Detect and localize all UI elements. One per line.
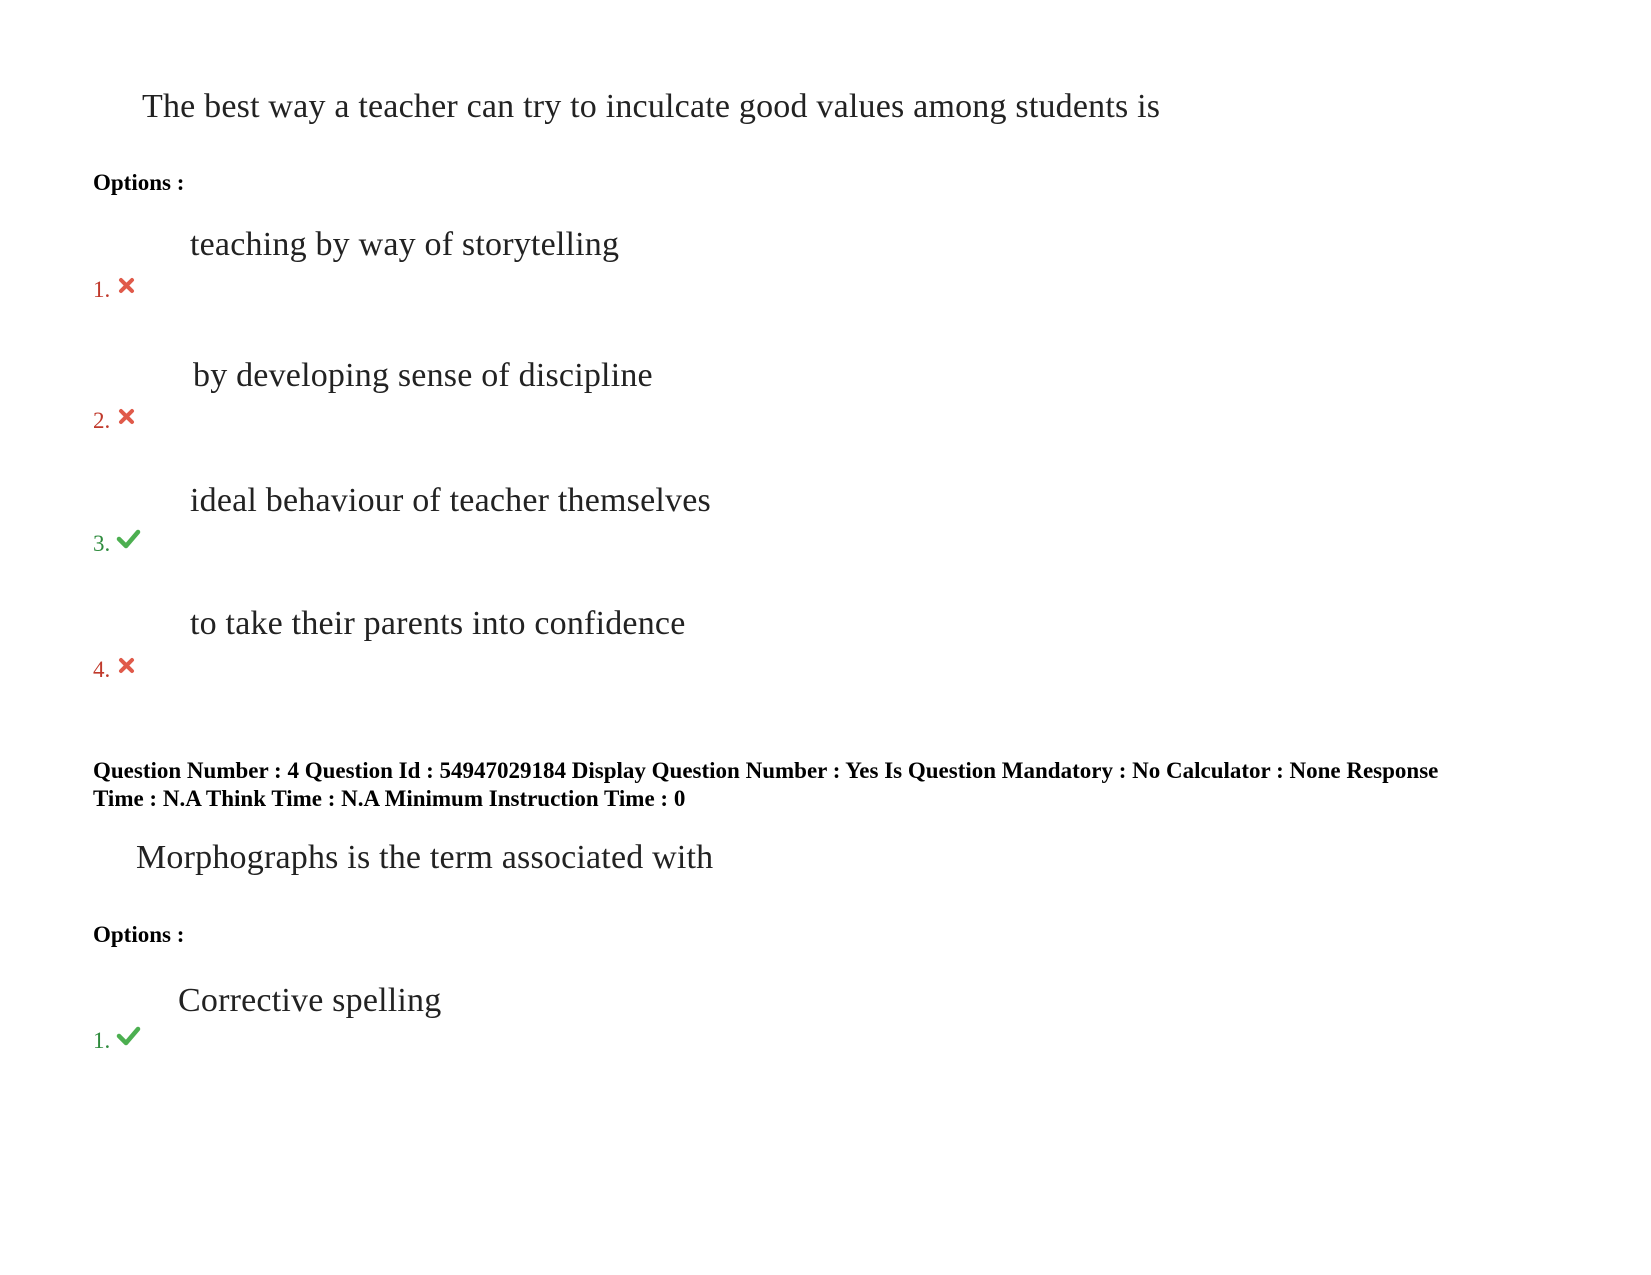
question-4-meta-line-2: Time : N.A Think Time : N.A Minimum Instruction Time : 0 — [93, 786, 686, 811]
question-4-option-1-text: Corrective spelling — [178, 982, 442, 1019]
question-4-options-label: Options : — [93, 922, 185, 947]
question-3-option-1-number: 1. — [93, 277, 111, 302]
question-3-option-4-number: 4. — [93, 657, 111, 682]
question-4-option-1-number: 1. — [93, 1028, 111, 1053]
question-3-text: The best way a teacher can try to inculcate good values among students is — [142, 88, 1161, 125]
check-icon — [116, 528, 141, 550]
question-3-option-2-text: by developing sense of discipline — [193, 357, 653, 394]
question-3-option-4-text: to take their parents into confidence — [190, 605, 686, 642]
question-4-metadata — [93, 757, 1593, 813]
question-3-option-3-number: 3. — [93, 531, 111, 556]
question-4-text: Morphographs is the term associated with — [136, 839, 714, 876]
cross-icon — [118, 277, 135, 294]
question-4-meta-line-1: Question Number : 4 Question Id : 54947029184 Display Question Number : Yes Is Question Mandatory : No Calculator : None Response — [93, 758, 1439, 783]
cross-icon — [118, 657, 135, 674]
question-3-option-2-number: 2. — [93, 408, 111, 433]
question-3-options-label: Options : — [93, 170, 185, 195]
check-icon — [116, 1025, 141, 1047]
question-3-option-3-text: ideal behaviour of teacher themselves — [190, 482, 711, 519]
question-3-option-1-text: teaching by way of storytelling — [190, 226, 620, 263]
cross-icon — [118, 408, 135, 425]
